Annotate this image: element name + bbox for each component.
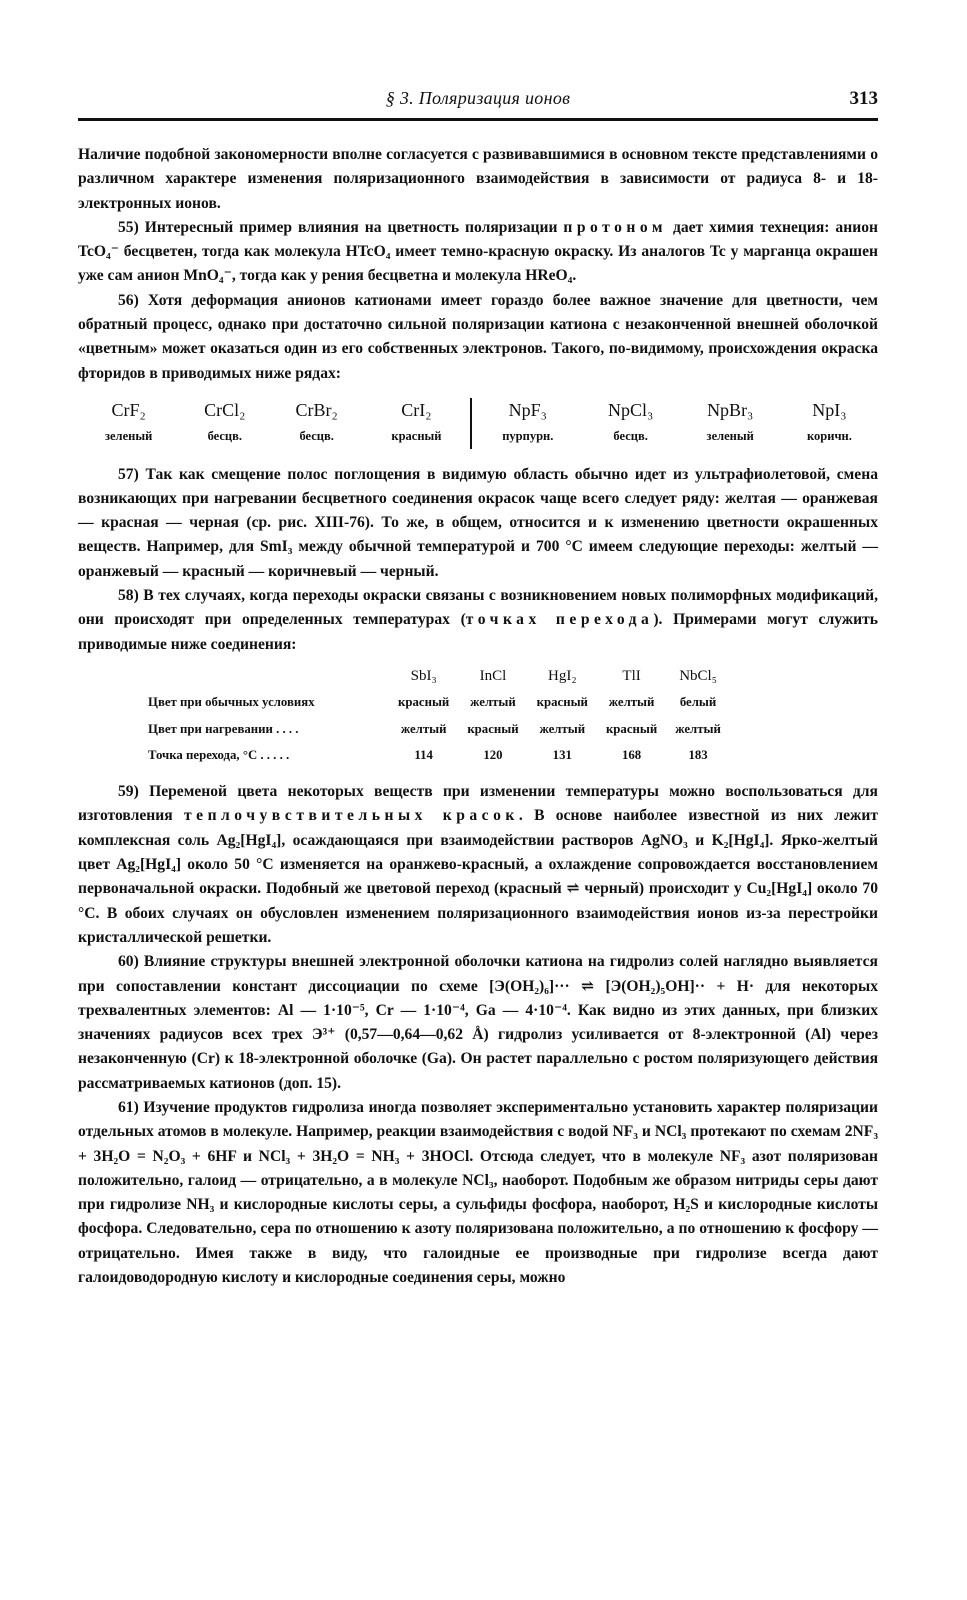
table-cell: красный — [605, 721, 658, 736]
table-cell: красный — [536, 695, 588, 710]
paragraph-59-text-b: . В основе наиболее известной из них лежит комплексная соль Ag₂[HgI₄], осаждающаяся при взаимодействии растворов AgNO₃ и K₂[HgI₄]. Ярко-желтый цвет Ag₂[HgI₄] около 50 °С изменяется на оранжево-красный, а охлаждение сопровождается восстановлением первоначальной окраски. Подобный же цветовой переход (красный ⇌ черный) происходит у Cu₂[HgI₄] около 70 °С. В обоих случаях он обусловлен изменением поляризационного взаимодействия ионов из-за перестройки кристаллической решетки. — [78, 807, 878, 946]
header-rule — [78, 118, 878, 121]
compound-header: NbCl₅ — [679, 667, 717, 684]
halide-formula: NpBr₃ — [707, 399, 754, 420]
table-cell: 183 — [688, 747, 708, 762]
paragraph-60: 60) Влияние структуры внешней электронной оболочки катиона на гидролиз солей наглядно выявляется при сопоставлении констант диссоциации по схеме [Э(OH₂)₆]··· ⇌ [Э(OH₂)₅OH]·· + H· для некоторых трехвалентных элементов: Al — 1·10⁻⁵, Cr — 1·10⁻⁴, Ga — 4·10⁻⁴. Как видно из этих данных, при близких значениях радиусов всех трех Э³⁺ (0,57—0,64—0,62 Å) гидролиз усиливается от 8-электронной (Al) через незаконченную (Cr) к 18-электронной оболочке (Ga). Он растет параллельно с ростом поляризующего действия рассматриваемых катионов (доп. 15). — [78, 953, 878, 1092]
halide-color: бесцв. — [613, 429, 648, 444]
paragraph-55-text-b: дает химия технеция: анион TcO₄⁻ бесцветен, тогда как молекула HTcO₄ имеет темно-красную окраску. Из аналогов Tc у марганца окрашен уже сам анион MnO₄⁻, тогда как у рения бесцветна и молекула HReO₄. — [78, 218, 878, 285]
table-cell: белый — [679, 695, 717, 710]
paragraph-intro: Наличие подобной закономерности вполне согласуется с развивавшимися в основном тексте представлениями о различном характере изменения поляризационного взаимодействия в зависимости от радиуса 8- и 18-электронных ионов. — [78, 146, 878, 212]
table-cell: желтый — [675, 721, 721, 736]
page-body — [78, 143, 878, 1290]
table-cell: желтый — [539, 721, 586, 736]
table-cell: желтый — [400, 721, 447, 736]
transition-point-table — [148, 663, 730, 768]
paragraph-55-text-a: 55) Интересный пример влияния на цветность поляризации — [118, 218, 564, 236]
halide-color-table — [78, 398, 878, 449]
table-cell: красный — [467, 721, 519, 736]
compound-header: TlI — [622, 667, 641, 684]
page-number: 313 — [849, 88, 878, 109]
halide-color: зеленый — [706, 429, 754, 444]
table-cell: 168 — [621, 747, 642, 762]
paragraph-56: 56) Хотя деформация анионов катионами имеет гораздо более важное значение для цветности, чем обратный процесс, однако при достаточно сильной поляризации катиона с незаконченной внешней оболочкой «цветным» может оказаться один из его собственных электронов. Такого, по-видимому, происхождения окраска фторидов в приводимых ниже рядах: — [78, 291, 878, 382]
paragraph-58-text-b: ). Примерами могут служить приводимые ниже соединения: — [78, 611, 878, 653]
page-header — [78, 88, 878, 118]
halide-formula: NpI₃ — [812, 399, 847, 420]
halide-color: пурпурн. — [502, 429, 554, 444]
paragraph-58-text-a: 58) В тех случаях, когда переходы окраски связаны с возникновением новых полиморфных модификаций, они происходят при определенных температурах ( — [78, 587, 878, 629]
table-cell: 120 — [483, 747, 503, 762]
table-row — [148, 716, 730, 742]
running-title: § 3. Поляризация ионов — [385, 88, 571, 108]
table-cell: желтый — [470, 695, 516, 710]
paragraph-55-emphasis: протоном — [563, 218, 667, 236]
halide-formula: CrBr₂ — [295, 399, 338, 420]
halide-color: бесцв. — [207, 429, 242, 444]
halide-formula-row — [78, 398, 878, 424]
halide-formula: CrI₂ — [401, 399, 432, 420]
compound-header: SbI₃ — [410, 667, 437, 684]
table-row — [148, 742, 730, 768]
halide-color: бесцв. — [299, 429, 334, 444]
row-label: Точка перехода, °С . . . . . — [148, 747, 290, 762]
table-cell: 114 — [414, 747, 433, 762]
halide-formula: CrF₂ — [111, 399, 146, 420]
table-cell: 131 — [552, 747, 572, 762]
halide-color: зеленый — [104, 429, 153, 444]
compound-header: InCl — [479, 667, 507, 684]
compound-header: HgI₂ — [548, 667, 577, 684]
table-corner — [148, 663, 389, 689]
paragraph-59-text-a: 59) Переменой цвета некоторых веществ при изменении температуры можно воспользоваться для изготовления — [78, 783, 878, 825]
table-cell: красный — [398, 695, 450, 710]
paragraph-59-emphasis: теплочувствительных красок — [183, 807, 519, 825]
book-page — [78, 88, 878, 1290]
halide-color-row — [78, 424, 878, 448]
halide-color: красный — [391, 429, 442, 444]
row-label: Цвет при нагревании . . . . — [148, 721, 299, 736]
table-row — [148, 689, 730, 715]
paragraph-61: 61) Изучение продуктов гидролиза иногда позволяет экспериментально установить характер поляризации отдельных атомов в молекуле. Например, реакции взаимодействия с водой NF₃ и NCl₃ протекают по схемам 2NF₃ + 3H₂O = N₂O₃ + 6HF и NCl₃ + 3H₂O = NH₃ + 3HOCl. Отсюда следует, что в молекуле NF₃ азот поляризован положительно, галоид — отрицательно, а в молекуле NCl₃, наоборот. Подобным же образом нитриды серы дают при гидролизе NH₃ и кислородные кислоты серы, а сульфиды фосфора, наоборот, H₂S и кислородные кислоты фосфора. Следовательно, сера по отношению к азоту поляризована положительно, а по отношению к фосфору — отрицательно. Имея также в виду, что галоидные ее производные при гидролизе всегда дают галоидоводородную кислоту и кислородные соединения серы, можно — [78, 1098, 878, 1287]
paragraph-58-emphasis: точках перехода — [465, 611, 654, 629]
paragraph-55 — [78, 216, 878, 289]
halide-formula: NpCl₃ — [608, 399, 654, 420]
transition-table-header — [148, 663, 730, 689]
halide-formula: NpF₃ — [508, 399, 547, 420]
paragraph-58 — [78, 584, 878, 657]
paragraph-57: 57) Так как смещение полос поглощения в видимую область обычно идет из ультрафиолетовой, смена возникающих при нагревании бесцветного соединения окрасок чаще всего следует ряду: желтая — оранжевая — красная — черная (ср. рис. XIII-76). То же, в общем, относится и к изменению цветности окрашенных веществ. Например, для SmI₃ между обычной температурой и 700 °С имеем следующие переходы: желтый — оранжевый — красный — коричневый — черный. — [78, 465, 878, 580]
table-cell: желтый — [608, 695, 655, 710]
paragraph-59 — [78, 780, 878, 950]
row-label: Цвет при обычных условиях — [148, 695, 315, 710]
halide-formula: CrCl₂ — [204, 399, 246, 420]
halide-color: коричн. — [807, 429, 852, 444]
